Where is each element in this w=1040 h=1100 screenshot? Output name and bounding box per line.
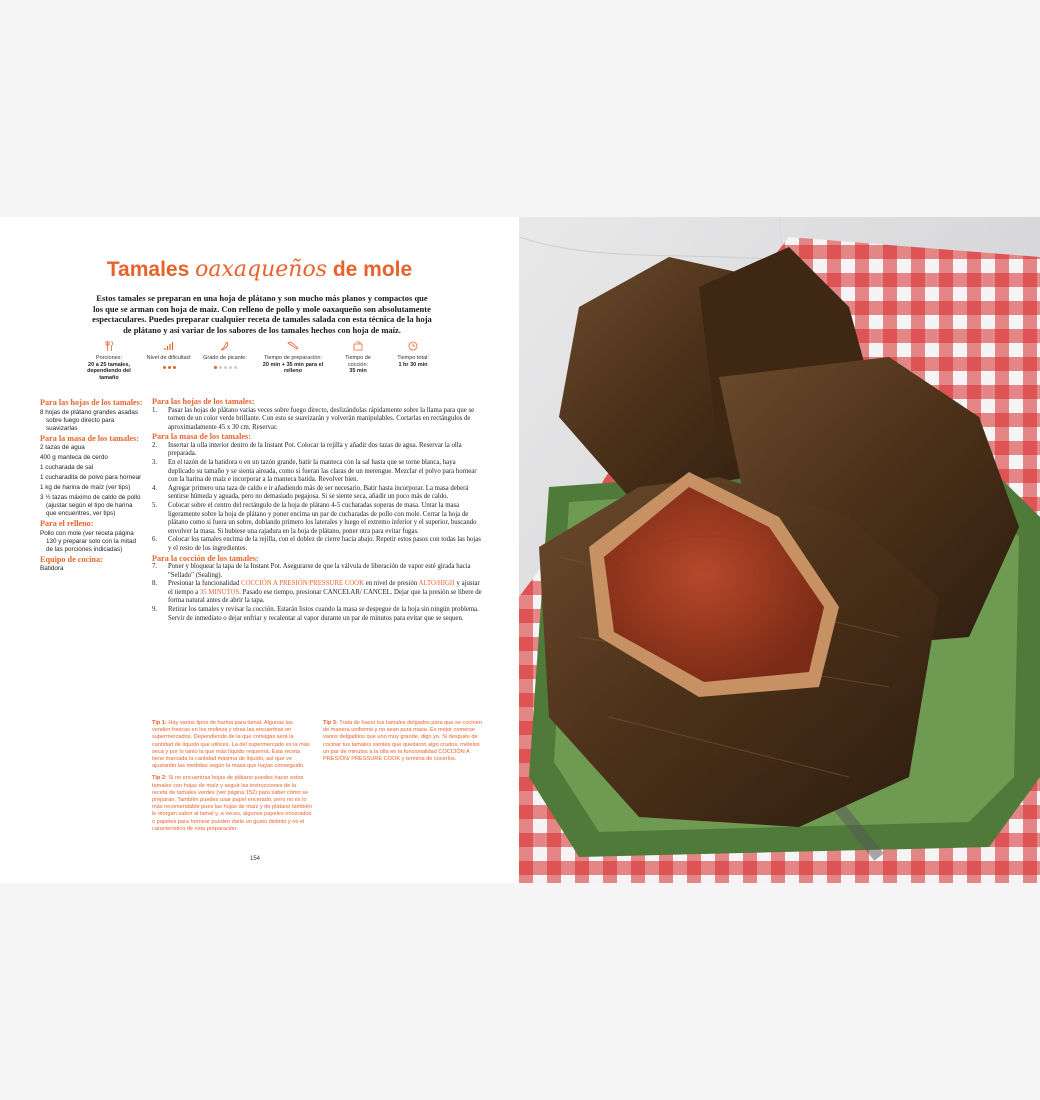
ingredient-item: Pollo con mole (ver receta página 130 y preparar solo con la mitad de las porciones indicadas) [40, 529, 136, 553]
chili-icon [202, 341, 248, 351]
ingredient-item: 2 tazas de agua [40, 444, 85, 451]
stat-spiciness [202, 341, 248, 371]
ingredient-item: Batidora [40, 565, 64, 572]
page-number: 154 [250, 856, 261, 862]
pot-icon [338, 341, 378, 351]
ingredients-heading: Para el relleno: [40, 519, 94, 528]
ingredient-item: 400 g manteca de cerdo [40, 454, 108, 461]
steps-heading: Para las hojas de los tamales: [152, 397, 255, 406]
book-spread [0, 217, 1040, 883]
step-4: 4. Agregar primero una taza de caldo e ir añadiendo más de ser necesario. Batir hasta incorporar. La masa deberá sentirse húmeda y aguada, pero no demasiado pegajosa. Si se siente seca, añadir un poco más de caldo. [152, 484, 469, 501]
stat-difficulty [146, 341, 192, 371]
step-7: 7. Poner y bloquear la tapa de la Instant Pot. Asegurarse de que la válvula de liberación de vapor esté girada hacia "Sellado" (Sealing). [152, 563, 471, 579]
stat-value: 1 hr 30 min [398, 361, 428, 368]
ingredients-heading: Equipo de cocina: [40, 554, 103, 564]
ingredient-item: 1 cucharadita de polvo para hornear [40, 474, 142, 481]
stat-value: 20 min + 35 min para el relleno [262, 361, 324, 374]
title-part-2: oaxaqueños [195, 257, 327, 282]
ingredients-heading: Para la masa de los tamales: [40, 433, 139, 443]
stat-label: Tiempo de preparación: [264, 355, 322, 361]
tip-1: Tip 1: Hay varios tipos de harina para tamal. Algunas las venden frescas en los molinos y otras las encuentras en supermercados. Dependiendo de la que consigas será la cantidad de líquido que utilices. La del supermercado es la más seca y por lo tanto la que más líquido requerirá. Esta receta tiene marcada la cantidad máxima de líquido, así que ve ajustando las medidas según la masa que hayas conseguido. [152, 720, 310, 770]
recipe-page [0, 217, 519, 883]
stat-label: Grado de picante: [203, 355, 247, 361]
knife-icon [256, 341, 330, 351]
stat-prep-time [256, 341, 330, 375]
steps-heading: Para la cocción de los tamales: [152, 553, 259, 563]
stat-label: Tiempo total: [397, 355, 429, 361]
tip-3: Tip 3: Trata de hacer tus tamales delgados para que se cocinen de manera uniforme y no sean pura masa. Es mejor comerse varios delgaditos que uno muy grande, digo yo. Si después de cocinar tus tamales sientes que quedaron algo crudos, mételos un par de minutos a la olla en la funcionalidad COCCIÓN A PRESIÓN/ PRESSURE COOK y termina de cocerlos. [323, 720, 482, 763]
ingredients-column [40, 397, 144, 575]
steps-heading: Para la masa de los tamales: [152, 432, 251, 442]
step-8: 8. Presionar la funcionalidad COCCIÓN A PRESIÓN/PRESSURE COOK en nivel de presión ALTO/HIGH y ajustar el tiempo a 35 MINUTOS. Pasado ese tiempo, presionar CANCELAR/ CANCEL. Dejar que la presión se libere de forma natural antes de abrir la tapa. [152, 580, 482, 605]
title-part-3: de mole [332, 258, 413, 281]
tips-column-2 [323, 720, 483, 768]
tip-2: Tip 2: Si no encuentras hojas de plátano puedes hacer estos tamales con hojas de maíz y seguir las instrucciones de la receta de tamales verdes (ver página 152) para saber cómo se preparan. También puedes usar papel encerado, pero no es lo más recomendable pues las hojas de maíz y de plátano también le otorgan sabor al tamal y, a veces, algunos papeles encerados o papeles para hornear pueden darle un gusto distinto y no el característico de esta preparación. [152, 775, 312, 832]
ingredients-heading: Para las hojas de los tamales: [40, 398, 143, 407]
stat-label: Nivel de dificultad: [146, 355, 192, 361]
clock-icon [390, 341, 436, 351]
step-9: 9. Retirar los tamales y revisar la cocción. Estarán listos cuando la masa se despegue de la hoja sin ningún problema. Servir de inmediato o dejar enfriar y recalentar al vapor durante un par de minutos para evitar que se sequen. [152, 605, 479, 622]
stat-value: 20 a 25 tamales, dependiendo del tamaño [87, 361, 131, 381]
tips-column-1 [152, 720, 312, 832]
tamales-illustration [519, 217, 1040, 883]
ingredient-item: 1 kg de harina de maíz (ver tips) [40, 484, 131, 491]
stat-label: Porciones: [96, 355, 122, 361]
ingredient-item: 8 hojas de plátano grandes asadas sobre fuego directo para suavizarlas [40, 408, 139, 432]
step-5: 5. Colocar sobre el centro del rectángulo de la hoja de plátano 4-5 cucharadas soperas de masa. Untar la masa ligeramente sobre la hoja de plátano y poner encima un par de cucharadas de pollo con mole. Cerrar la hoja de plátano como si fuera un sobre, doblando primero los laterales y luego el extremo inferior y el superior, buscando envolver la masa. Si hubiese una rajadura en la hoja de plátano, poner otra para evitar fugas. [152, 501, 477, 535]
recipe-title [0, 257, 519, 282]
difficulty-bars-icon [146, 341, 192, 351]
step-3: 3. En el tazón de la batidora o en un tazón grande, batir la manteca con la sal hasta que se torne blanca, haya duplicado su tamaño y se sienta aireada, como si fueran las claras de un merengue. Mezclar el polvo para hornear con la harina de maíz e incorporar a la manteca batida. Revolver bien. [152, 458, 477, 484]
step-1: 1. Pasar las hojas de plátano varias veces sobre fuego directo, deslizándolas rápidamente sobre la llama para que se tornen de un color verde brillante. Con esto se suavizarán y volverán manipulables. Cortarlas en rectángulos de aproximadamente 45 x 30 cm. Reservar. [152, 406, 475, 431]
stat-value: 35 min [349, 368, 367, 374]
tamales-photo [519, 217, 1040, 883]
step-2: 2. Insertar la olla interior dentro de la Instant Pot. Colocar la rejilla y añadir dos tazas de agua. Reservar la olla preparada. [152, 441, 462, 458]
step-6: 6. Colocar los tamales encima de la rejilla, con el doblez de cierre hacia abajo. Repetir estos pasos con todas las hojas y el resto de los ingredientes. [152, 536, 481, 552]
recipe-stats [84, 341, 444, 391]
ingredient-item: 1 cucharada de sal [40, 464, 94, 471]
ingredient-item: 3 ½ tazas máximo de caldo de pollo (ajustar según el tipo de harina que encuentres, ver tips) [40, 494, 141, 517]
spice-dots [202, 365, 248, 372]
stat-cook-time [338, 341, 378, 375]
stat-total-time [390, 341, 436, 368]
fork-knife-icon [84, 341, 134, 351]
stat-label: Tiempo de cocción: [345, 355, 371, 368]
instructions-column [152, 397, 482, 623]
recipe-intro: Estos tamales se preparan en una hoja de plátano y son mucho más planos y compactos que los que se arman con hoja de maíz. Con relleno de pollo y mole oaxaqueño son absolutamente espectaculares. Puedes preparar cualquier receta de tamales salada con esta técnica de la hoja de plátano y así variar de los sabores de los tamales hechos con hoja de maíz. [92, 293, 432, 335]
title-part-1: Tamales [106, 258, 190, 281]
stat-servings [84, 341, 134, 381]
difficulty-dots [146, 365, 192, 372]
